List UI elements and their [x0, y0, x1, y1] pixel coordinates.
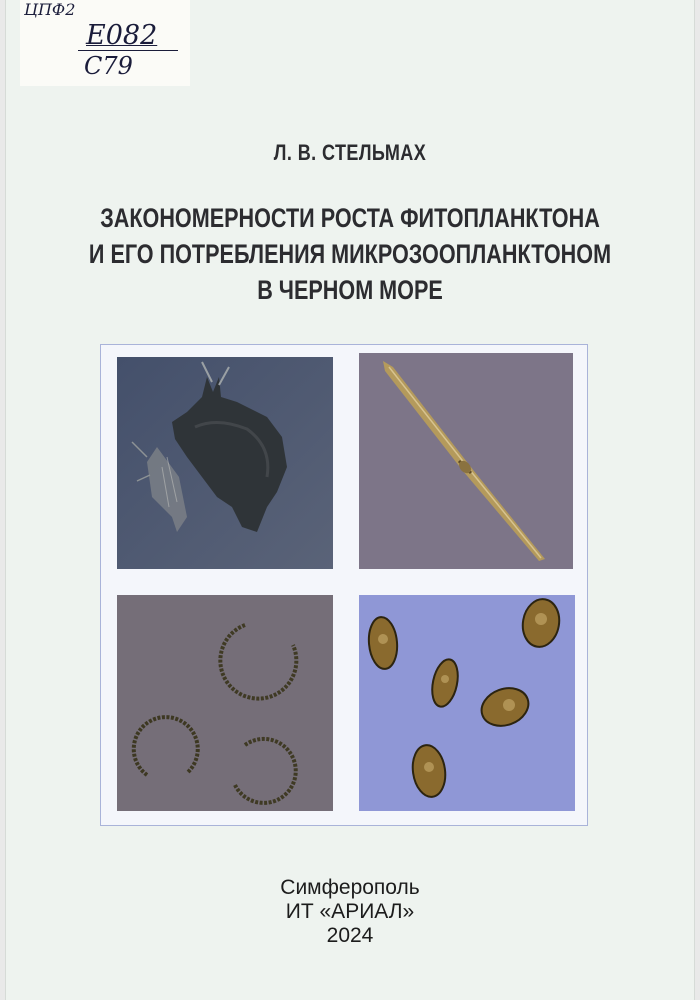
- publisher-block: [6, 876, 694, 948]
- photo-elongated-diatom: [359, 353, 573, 569]
- photo-ciliates: [359, 595, 575, 811]
- publisher-city: Симферополь: [280, 876, 420, 899]
- photo-dinoflagellate: [117, 357, 333, 569]
- shelf-code-line-2: Е082: [86, 20, 158, 51]
- book-cover: [6, 0, 694, 1000]
- microscopy-photo-grid: [100, 344, 588, 826]
- publication-year: 2024: [326, 924, 374, 947]
- library-shelf-label: [20, 0, 190, 86]
- shelf-code-line-1: ЦПФ2: [24, 0, 76, 19]
- book-title: [6, 200, 694, 308]
- publisher-house: ИТ «АРИАЛ»: [285, 900, 415, 923]
- title-line-1: ЗАКОНОМЕРНОСТИ РОСТА ФИТОПЛАНКТОНА: [100, 203, 600, 233]
- title-line-2: И ЕГО ПОТРЕБЛЕНИЯ МИКРОЗООПЛАНКТОНОМ: [88, 239, 612, 269]
- shelf-code-line-3: С79: [84, 52, 133, 80]
- author-name: Л. В. СТЕЛЬМАХ: [273, 140, 427, 165]
- photo-coiled-chains: [117, 595, 333, 811]
- title-line-3: В ЧЕРНОМ МОРЕ: [257, 275, 443, 305]
